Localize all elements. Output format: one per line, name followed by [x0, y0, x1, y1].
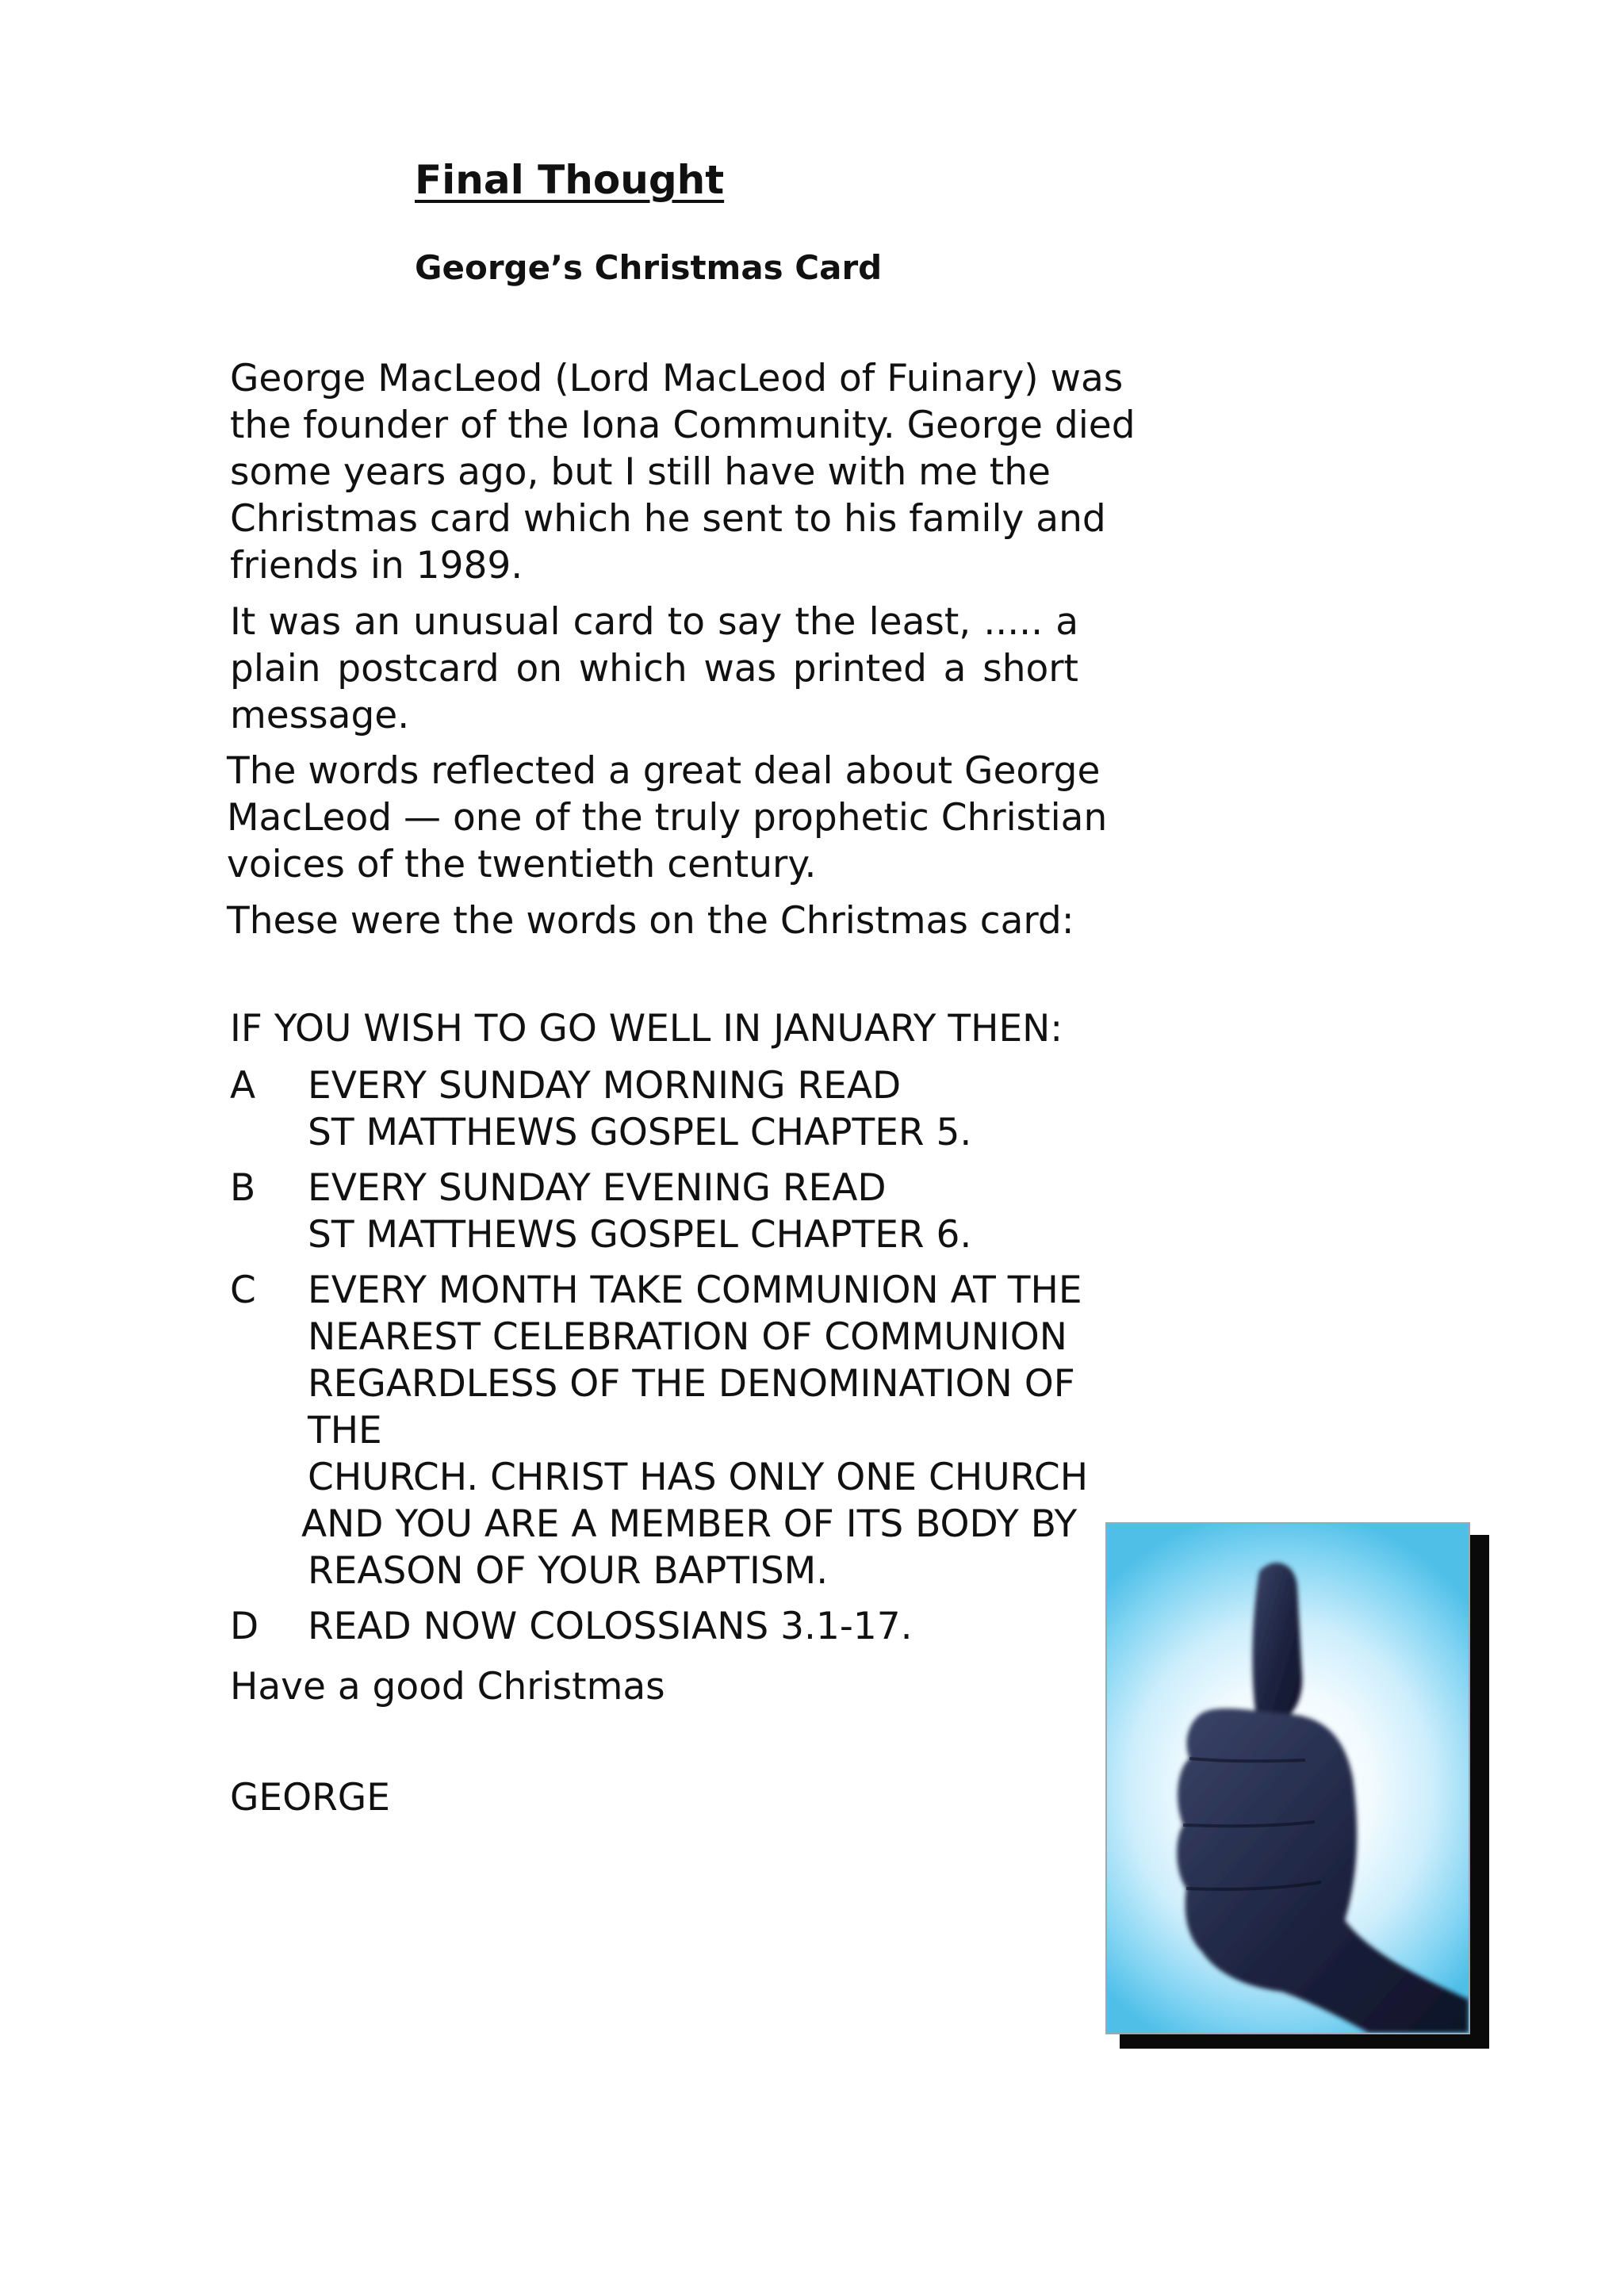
list-item [230, 1267, 1158, 1594]
list-item-line: REGARDLESS OF THE DENOMINATION OF THE [308, 1362, 1075, 1452]
list-item-line: ST MATTHEWS GOSPEL CHAPTER 6. [308, 1213, 972, 1257]
card-lead-line: IF YOU WISH TO GO WELL IN JANUARY THEN: [230, 1007, 1063, 1050]
list-item-text [301, 1267, 1158, 1594]
paragraph-words-reflected: The words reflected a great deal about George MacLeod — one of the truly prophetic Christian voices of the twentieth century. [227, 749, 1108, 886]
thumbs-up-icon [1107, 1524, 1469, 2033]
card-instruction-list [230, 1062, 1158, 1659]
photo-frame [1105, 1522, 1470, 2034]
list-item-line: EVERY SUNDAY MORNING READ [308, 1064, 902, 1108]
thumbs-up-photo [1105, 1522, 1470, 2034]
list-item-letter: A [230, 1064, 256, 1108]
paragraph-unusual-card: It was an unusual card to say the least, ..... a plain postcard on which was printed a short message. [230, 600, 1078, 737]
list-item-text [308, 1165, 1158, 1258]
list-item-line: ST MATTHEWS GOSPEL CHAPTER 5. [308, 1111, 972, 1154]
list-item-letter: C [230, 1269, 256, 1312]
list-item-line: READ NOW COLOSSIANS 3.1-17. [308, 1605, 913, 1648]
closing-greeting: Have a good Christmas [230, 1665, 665, 1709]
list-item [230, 1062, 1158, 1156]
list-item-text [308, 1603, 1158, 1650]
page-title: Final Thought [415, 157, 725, 203]
page-subtitle: George’s Christmas Card [415, 248, 883, 287]
list-item-line: REASON OF YOUR BAPTISM. [308, 1549, 829, 1593]
list-item-line: EVERY MONTH TAKE COMMUNION AT THE [308, 1269, 1082, 1312]
list-item-line: AND YOU ARE A MEMBER OF ITS BODY BY [301, 1502, 1078, 1546]
list-item-text [308, 1062, 1158, 1156]
list-item-line: CHURCH. CHRIST HAS ONLY ONE CHURCH [308, 1456, 1089, 1499]
paragraph-card-words: These were the words on the Christmas card: [227, 899, 1074, 943]
list-item-letter: B [230, 1166, 256, 1210]
list-item-letter: D [230, 1605, 259, 1648]
signature: GEORGE [230, 1776, 390, 1820]
list-item-line: NEAREST CELEBRATION OF COMMUNION [308, 1315, 1067, 1359]
list-item-line: EVERY SUNDAY EVENING READ [308, 1166, 887, 1210]
list-item [230, 1603, 1158, 1650]
paragraph-intro: George MacLeod (Lord MacLeod of Fuinary) was the founder of the Iona Community. George died some years ago, but I still have with me the Christmas card which he sent to his family and friends in 1989. [230, 357, 1136, 587]
list-item [230, 1165, 1158, 1258]
